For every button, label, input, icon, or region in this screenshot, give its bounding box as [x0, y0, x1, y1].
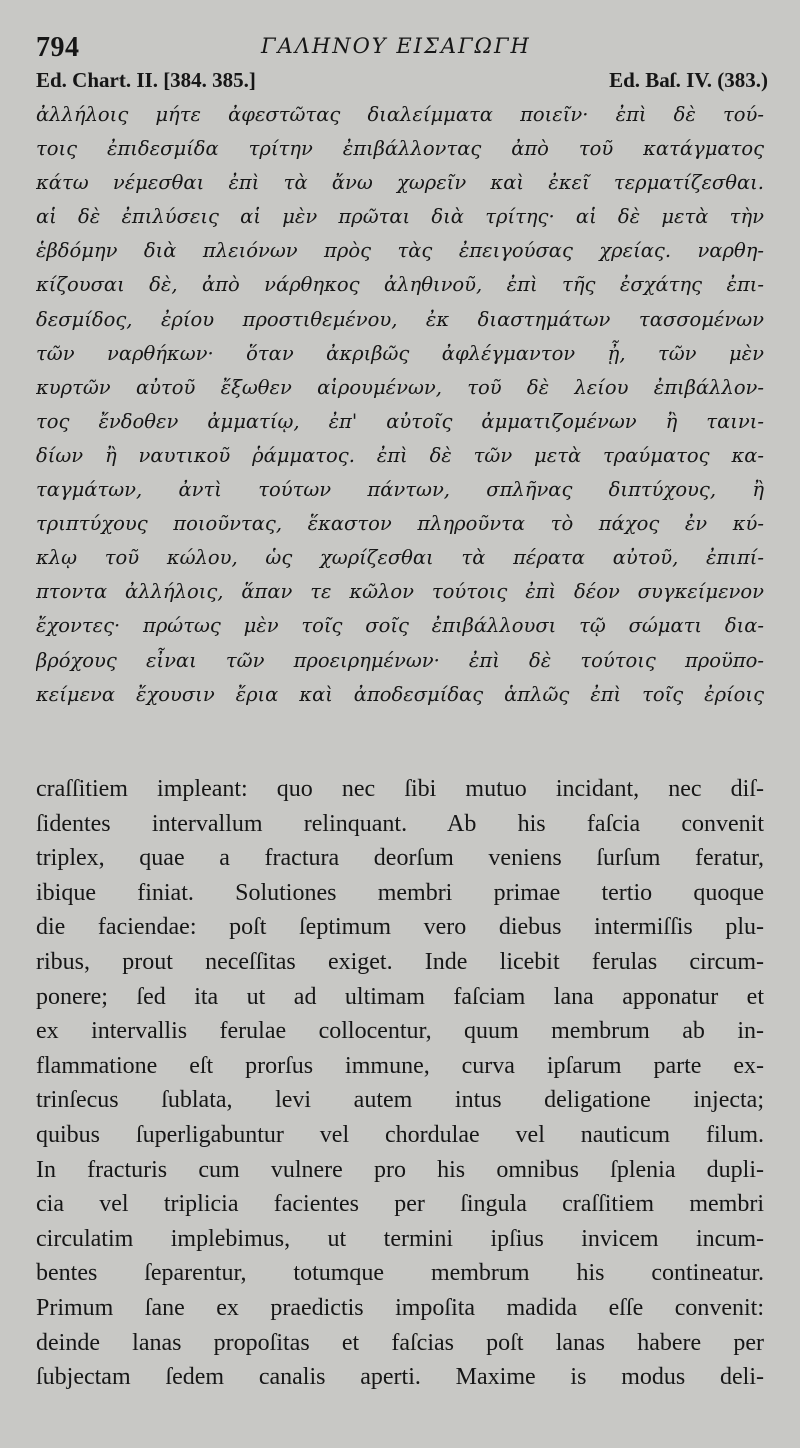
- latin-line: ribus, prout neceſſitas exiget. Inde licebit ferulas circum-: [36, 948, 764, 975]
- latin-line: Primum ſane ex praedictis impoſita madida eſſe convenit:: [36, 1294, 764, 1321]
- latin-line: cia vel triplicia facientes per ſingula craſſitiem membri: [36, 1191, 764, 1218]
- greek-line: τῶν ναρθήκων· ὅταν ἀκριβῶς ἀφλέγμαντον ᾖ, τῶν μὲν: [36, 341, 764, 365]
- latin-line: circulatim implebimus, ut termini ipſius invicem incum-: [36, 1225, 764, 1252]
- greek-line: πτοντα ἀλλήλοις, ἅπαν τε κῶλον τούτοις ἐπὶ δέον συγκείμενον: [36, 580, 764, 604]
- latin-line: triplex, quae a fractura deorſum veniens ſurſum feratur,: [36, 845, 764, 872]
- latin-line: ibique finiat. Solutiones membri primae tertio quoque: [36, 879, 764, 906]
- latin-line: ex intervallis ferulae collocentur, quum membrum ab in-: [36, 1018, 764, 1045]
- latin-line: die faciendae: poſt ſeptimum vero diebus intermiſſis plu-: [36, 914, 764, 941]
- latin-line: craſſitiem impleant: quo nec ſibi mutuo incidant, nec diſ-: [36, 776, 764, 802]
- greek-line: τος ἔνδοθεν ἀμματίῳ, ἐπ' αὐτοῖς ἀμματιζομένων ἢ ταινι-: [36, 409, 764, 433]
- greek-line: βρόχους εἶναι τῶν προειρημένων· ἐπὶ δὲ τούτοις προϋπο-: [36, 648, 764, 672]
- greek-line: κλῳ τοῦ κώλου, ὡς χωρίζεσθαι τὰ πέρατα αὐτοῦ, ἐπιπί-: [36, 546, 764, 570]
- greek-line: κάτω νέμεσθαι ἐπὶ τὰ ἄνω χωρεῖν καὶ ἐκεῖ τερματίζεσθαι.: [36, 171, 764, 195]
- edition-reference-chartier: Ed. Chart. II. [384. 385.]: [36, 68, 256, 92]
- greek-line: κυρτῶν αὐτοῦ ἔξωθεν αἱρουμένων, τοῦ δὲ λείου ἐπιβάλλον-: [36, 375, 764, 399]
- greek-line: ταγμάτων, ἀντὶ τούτων πάντων, σπλῆνας διπτύχους, ἢ: [36, 478, 764, 502]
- latin-line: deinde lanas propoſitas et faſcias poſt lanas habere per: [36, 1329, 764, 1356]
- latin-line: flammatione eſt prorſus immune, curva ipſarum parte ex-: [36, 1052, 764, 1079]
- latin-line: bentes ſeparentur, totumque membrum his contineatur.: [36, 1260, 764, 1287]
- latin-line: ſidentes intervallum relinquant. Ab his faſcia convenit: [36, 810, 764, 837]
- latin-line: ſubjectam ſedem canalis aperti. Maxime is modus deli-: [36, 1364, 764, 1391]
- latin-line: quibus ſuperligabuntur vel chordulae vel nauticum filum.: [36, 1121, 764, 1148]
- greek-line: τοις ἐπιδεσμίδα τρίτην ἐπιβάλλοντας ἀπὸ τοῦ κατάγματος: [36, 137, 764, 161]
- greek-line: δεσμίδος, ἐρίου προστιθεμένου, ἐκ διαστημάτων τασσομένων: [36, 307, 764, 331]
- page-number: 794: [36, 32, 80, 63]
- latin-line: ponere; ſed ita ut ad ultimam faſciam lana apponatur et: [36, 983, 764, 1010]
- latin-line: In fracturis cum vulnere pro his omnibus ſplenia dupli-: [36, 1156, 764, 1183]
- edition-reference-line: [36, 68, 768, 94]
- greek-line: κίζουσαι δὲ, ἀπὸ νάρθηκος ἀληθινοῦ, ἐπὶ τῆς ἐσχάτης ἐπι-: [36, 273, 764, 297]
- running-title: ΓΑΛΗΝΟΥ ΕΙΣΑΓΩΓΗ: [261, 34, 531, 58]
- greek-line: αἱ δὲ ἐπιλύσεις αἱ μὲν πρῶται διὰ τρίτης· αἱ δὲ μετὰ τὴν: [36, 205, 764, 229]
- greek-line: ἑβδόμην διὰ πλειόνων πρὸς τὰς ἐπειγούσας χρείας. ναρθη-: [36, 239, 764, 263]
- greek-line: τριπτύχους ποιοῦντας, ἕκαστον πληροῦντα τὸ πάχος ἐν κύ-: [36, 512, 764, 536]
- page-header: [36, 32, 764, 64]
- greek-line: ἀλλήλοις μήτε ἀφεστῶτας διαλείμματα ποιεῖν· ἐπὶ δὲ τού-: [36, 103, 764, 126]
- greek-line: κείμενα ἔχουσιν ἔρια καὶ ἀποδεσμίδας ἁπλῶς ἐπὶ τοῖς ἐρίοις: [36, 682, 764, 706]
- edition-reference-basel: Ed. Baſ. IV. (383.): [609, 68, 768, 92]
- latin-line: trinſecus ſublata, levi autem intus deligatione injecta;: [36, 1087, 764, 1114]
- greek-line: δίων ἢ ναυτικοῦ ῥάμματος. ἐπὶ δὲ τῶν μετὰ τραύματος κα-: [36, 443, 764, 467]
- greek-line: ἔχοντες· πρώτως μὲν τοῖς σοῖς ἐπιβάλλουσι τῷ σώματι δια-: [36, 614, 764, 638]
- latin-text-block: [36, 772, 764, 1395]
- greek-text-block: [36, 98, 764, 712]
